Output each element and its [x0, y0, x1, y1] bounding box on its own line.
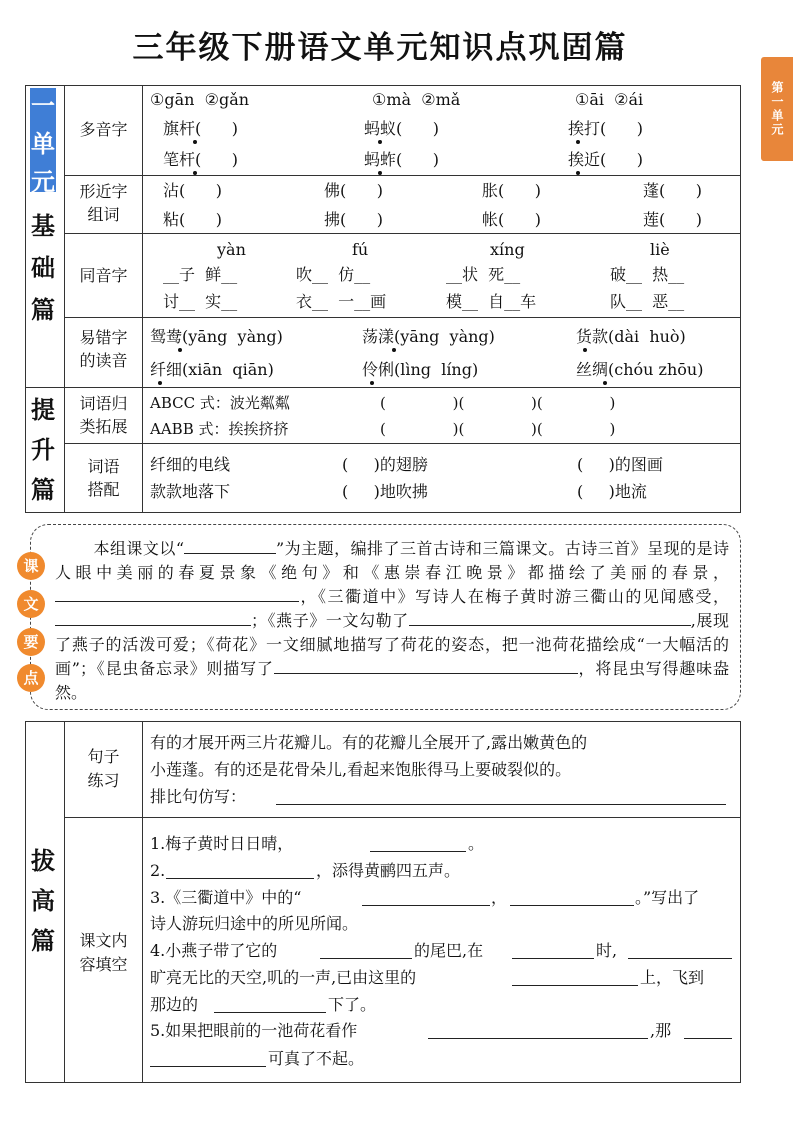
lesson-summary-text: 本组课文以“ ”为主题，编排了三首古诗和三篇课文。古诗三首》呈现的是诗人眼中美丽的春夏景象《绝句》和《惠崇春江晚景》都描绘了美丽的春景，，《三衢道中》写诗人在梅子黄时游三衢山的见闻感受，；《燕子》一文勾勒了 ,展现了燕子的活泼可爱；《荷花》一文细腻地描写了荷花的姿态，把一池荷花描绘成“一大幅活的画”；《昆虫备忘录》则描写了 ，将昆虫写得趣味盎然。 [55, 539, 729, 702]
answer-line[interactable] [628, 958, 732, 959]
ciyu-label: 类拓展 [79, 417, 128, 436]
word-blank: 帐( ) [482, 210, 542, 229]
yicuo-label: 易错字 [79, 328, 128, 347]
yicuo-label: 的读音 [79, 351, 128, 370]
badge-char: 要 [17, 628, 45, 656]
reading-pair: ①mà ②mǎ [372, 90, 461, 109]
abcc-example: ABCC 式：波光粼粼 [150, 394, 290, 412]
collocation: ( )地吹拂 [342, 482, 428, 501]
answer-line[interactable] [362, 905, 490, 906]
fill-question: 1.梅子黄时日日晴， [150, 834, 294, 853]
tiankong-label: 容填空 [79, 955, 128, 974]
fill-question: 3.《三衢道中》中的“ [150, 888, 302, 907]
section-char: 拔 [31, 847, 55, 875]
parallel-prompt: 排比句仿写： [150, 787, 247, 806]
reading-choice: 货款(dài huò) [576, 327, 686, 346]
answer-line[interactable] [510, 905, 634, 906]
answer-line[interactable] [320, 958, 412, 959]
word-blank: 拂( ) [324, 210, 384, 229]
collocation: 款款地落下 [150, 482, 231, 501]
sample-sentence: 有的才展开两三片花瓣儿。有的花瓣儿全展开了,露出嫩黄色的 [150, 733, 588, 752]
answer-line[interactable] [150, 1066, 266, 1067]
pinyin: fú [352, 240, 369, 259]
word-blank: 笔杆( ) [163, 150, 239, 169]
badge-char: 点 [17, 664, 45, 692]
reading-pair: ①gān ②gǎn [150, 90, 250, 109]
section-char: 础 [31, 254, 55, 282]
fill-question: 4.小燕子带了它的 [150, 941, 278, 960]
pinyin: liè [650, 240, 670, 259]
badge-char: 文 [17, 590, 45, 618]
answer-line[interactable] [370, 851, 466, 852]
homophone-blanks: 衣__ 一__画 [296, 292, 387, 311]
xingjin-label: 形近字 [79, 182, 128, 201]
word-blank: 蚂蚁( ) [364, 119, 440, 138]
word-blank: 挨近( ) [568, 150, 644, 169]
word-blank: 旗杆( ) [163, 119, 239, 138]
duoyin-label: 多音字 [79, 120, 128, 139]
reading-choice: 荡漾(yāng yàng) [362, 327, 495, 346]
homophone-blanks: __状 死__ [446, 265, 521, 284]
homophone-blanks: 吹__ 仿__ [296, 265, 371, 284]
answer-line[interactable] [512, 958, 594, 959]
tiankong-label: 课文内 [79, 931, 128, 950]
pinyin: xíng [490, 240, 525, 259]
homophone-blanks: 模__ 自__车 [446, 292, 537, 311]
homophone-blanks: 破__ 热__ [610, 265, 685, 284]
aabb-blanks: ( )( )( ) [380, 420, 616, 438]
aabb-example: AABB 式：挨挨挤挤 [150, 420, 289, 438]
reading-choice: 丝绸(chóu zhōu) [576, 360, 704, 379]
collocation: ( )地流 [577, 482, 647, 501]
reading-pair: ①āi ②ái [575, 90, 644, 109]
answer-line[interactable] [214, 1012, 326, 1013]
section-char: 篇 [31, 296, 55, 324]
word-blank: 粘( ) [163, 210, 223, 229]
abcc-blanks: ( )( )( ) [380, 394, 616, 412]
collocation: 纤细的电线 [150, 455, 231, 474]
word-blank: 胀( ) [482, 181, 542, 200]
section-char: 高 [31, 887, 55, 915]
juzi-label: 练习 [87, 771, 120, 790]
homophone-blanks: 队__ 恶__ [610, 292, 685, 311]
answer-line[interactable] [276, 804, 726, 805]
fill-question: 5.如果把眼前的一池荷花看作 [150, 1021, 358, 1040]
reading-choice: 纤细(xiān qiān) [150, 360, 274, 379]
dapei-label: 搭配 [87, 480, 120, 499]
homophone-blanks: 讨__ 实__ [163, 292, 238, 311]
juzi-label: 句子 [87, 747, 120, 766]
section-char: 篇 [31, 927, 55, 955]
tongyin-label: 同音字 [79, 266, 128, 285]
section-char: 元 [31, 168, 55, 196]
page-title: 三年级下册语文单元知识点巩固篇 [132, 30, 628, 66]
word-blank: 挨打( ) [568, 119, 644, 138]
xingjin-label: 组词 [87, 205, 120, 224]
section-char: 升 [31, 436, 55, 464]
word-blank: 佛( ) [324, 181, 384, 200]
word-blank: 沾( ) [163, 181, 223, 200]
reading-choice: 鸳鸯(yāng yàng) [150, 327, 283, 346]
ciyu-label: 词语归 [79, 394, 128, 413]
answer-line[interactable] [512, 985, 638, 986]
collocation: ( )的翅膀 [342, 455, 428, 474]
answer-line[interactable] [428, 1038, 648, 1039]
sample-sentence: 小莲蓬。有的还是花骨朵儿,看起来饱胀得马上要破裂似的。 [150, 760, 572, 779]
pinyin: yàn [217, 240, 246, 259]
badge-char: 课 [17, 552, 45, 580]
unit-side-tab: 第一单元 [761, 57, 793, 161]
section-char: 单 [31, 130, 55, 158]
collocation: ( )的图画 [577, 455, 663, 474]
homophone-blanks: __子 鲜__ [163, 265, 238, 284]
reading-choice: 伶俐(lìng líng) [362, 360, 479, 379]
fill-question: 2. [150, 861, 166, 880]
answer-line[interactable] [166, 878, 314, 879]
word-blank: 蚂蚱( ) [364, 150, 440, 169]
section-char: 一 [31, 92, 55, 120]
dapei-label: 词语 [87, 457, 120, 476]
answer-line[interactable] [684, 1038, 732, 1039]
section-char: 提 [31, 396, 55, 424]
section-char: 基 [31, 212, 55, 240]
section-char: 篇 [31, 476, 55, 504]
word-blank: 蓬( ) [643, 181, 703, 200]
word-blank: 莲( ) [643, 210, 703, 229]
